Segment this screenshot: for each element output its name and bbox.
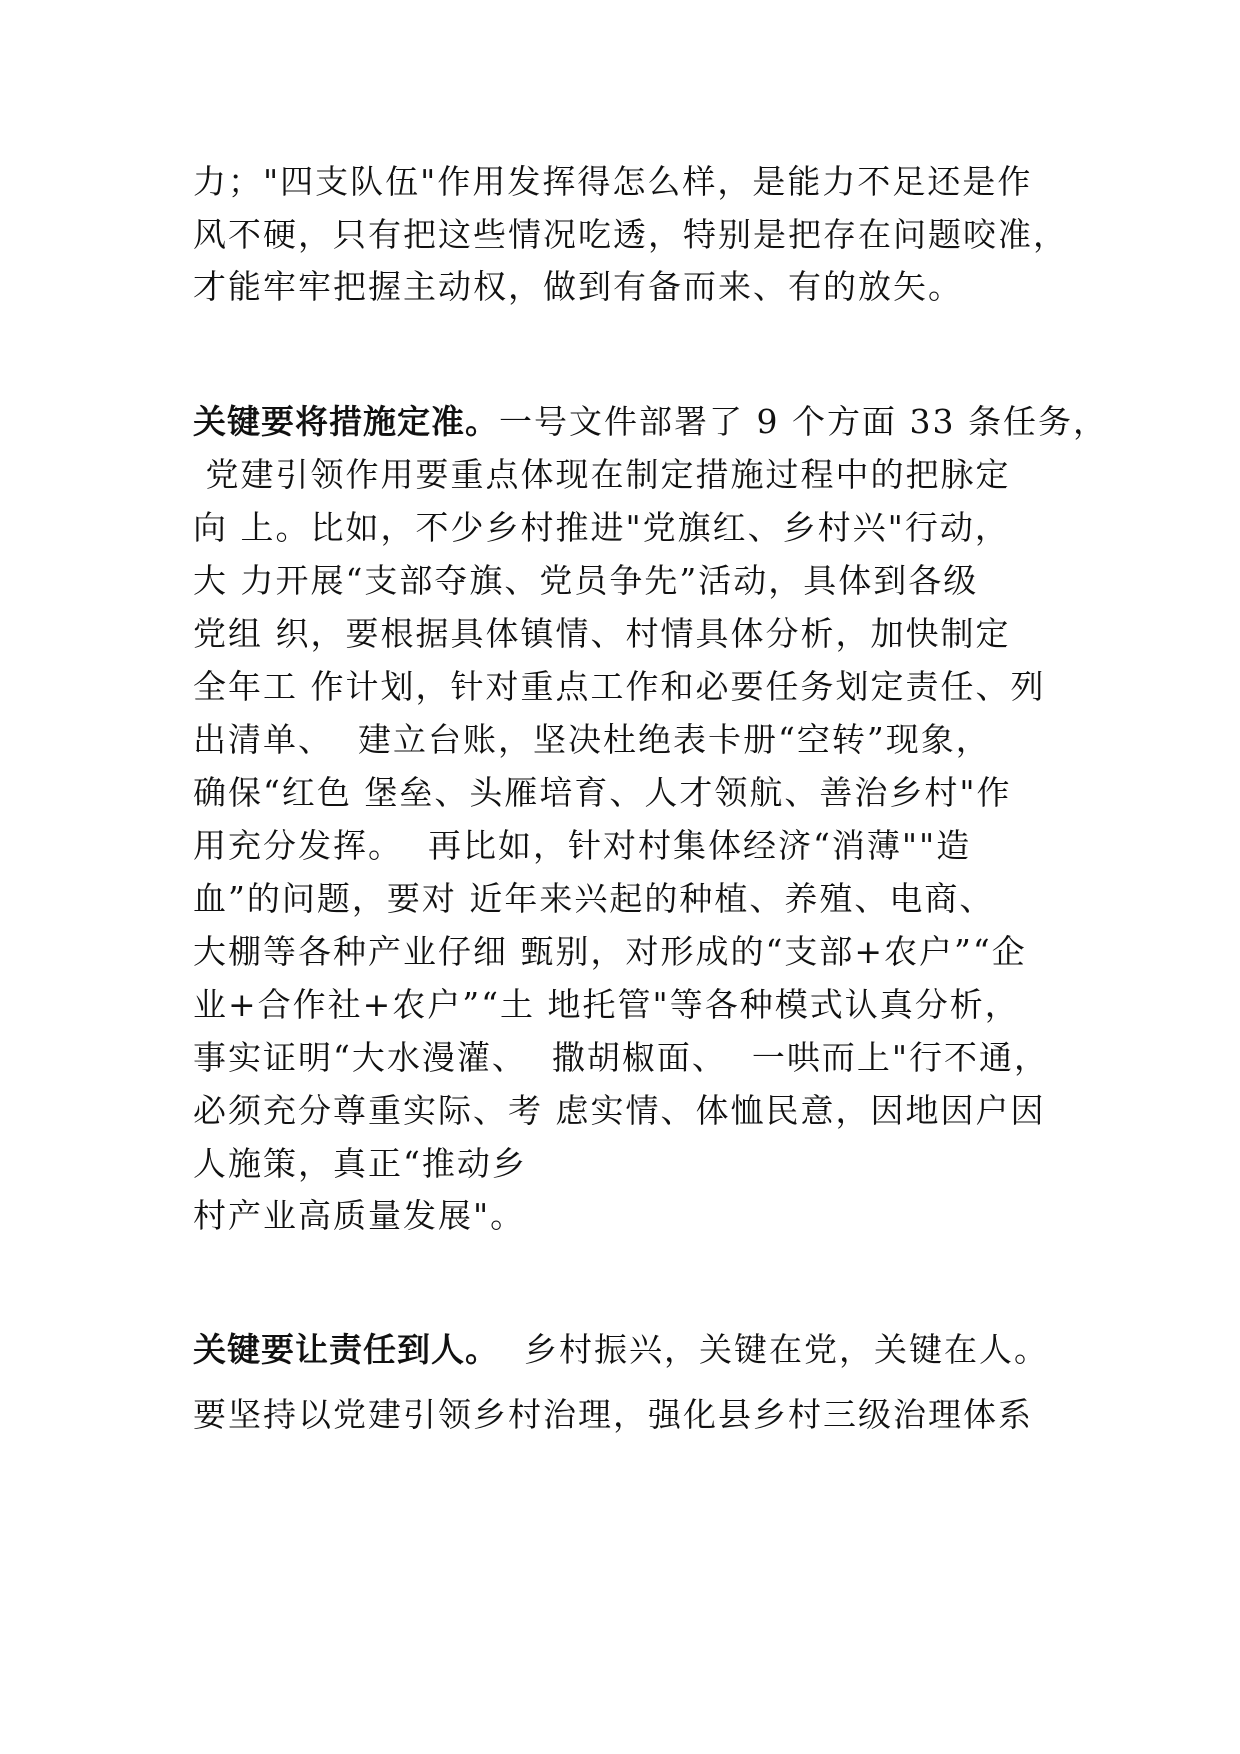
paragraph-2-line-1 bbox=[193, 402, 1108, 442]
paragraph-1-line-2: 风不硬，只有把这些情况吃透，特别是把存在问题咬准， bbox=[193, 215, 1068, 254]
paragraph-2-line-10: 血”的问题，要对 近年来兴起的种植、养殖、电商、 bbox=[193, 879, 995, 918]
paragraph-2-line-16: 村产业高质量发展"。 bbox=[193, 1196, 526, 1235]
paragraph-3-first-line-text: 乡村振兴，关键在党，关键在人。 bbox=[499, 1330, 1049, 1369]
paragraph-2-line-9: 用充分发挥。 再比如，针对村集体经济“消薄""造 bbox=[193, 826, 972, 865]
paragraph-3-heading: 关键要让责任到人。 bbox=[193, 1330, 499, 1369]
paragraph-2-line-14: 必须充分尊重实际、考 虑实情、体恤民意，因地因户因 bbox=[193, 1091, 1046, 1130]
paragraph-2-line-11: 大棚等各种产业仔细 甄别，对形成的“支部+农户”“企 bbox=[193, 932, 1027, 971]
paragraph-2-first-line-text: 一号文件部署了 9 个方面 33 条任务， bbox=[499, 402, 1108, 441]
paragraph-2-heading: 关键要将措施定准。 bbox=[193, 402, 499, 441]
paragraph-2-line-2: 党建引领作用要重点体现在制定措施过程中的把脉定 bbox=[193, 455, 1011, 494]
paragraph-2-line-13: 事实证明“大水漫灌、 撒胡椒面、 一哄而上"行不通， bbox=[193, 1038, 1050, 1077]
paragraph-2-line-12: 业+合作社+农户”“土 地托管"等各种模式认真分析， bbox=[193, 985, 1020, 1024]
paragraph-2-line-7: 出清单、 建立台账，坚决杜绝表卡册“空转”现象， bbox=[193, 720, 991, 759]
paragraph-3-line-1 bbox=[193, 1330, 1093, 1370]
paragraph-2-line-3: 向 上。比如，不少乡村推进"党旗红、乡村兴"行动， bbox=[193, 508, 1010, 547]
paragraph-2-line-15: 人施策，真正“推动乡 bbox=[193, 1144, 527, 1183]
paragraph-2-line-5: 党组 织，要根据具体镇情、村情具体分析，加快制定 bbox=[193, 614, 1011, 653]
paragraph-2-line-4: 大 力开展“支部夺旗、党员争先”活动，具体到各级 bbox=[193, 561, 979, 600]
paragraph-3-line-2: 要坚持以党建引领乡村治理，强化县乡村三级治理体系 bbox=[193, 1395, 1033, 1434]
paragraph-1-line-3: 才能牢牢把握主动权，做到有备而来、有的放矢。 bbox=[193, 267, 963, 306]
paragraph-1-line-1: 力；"四支队伍"作用发挥得怎么样，是能力不足还是作 bbox=[193, 162, 1033, 201]
paragraph-2-line-6: 全年工 作计划，针对重点工作和必要任务划定责任、列 bbox=[193, 667, 1046, 706]
paragraph-2-line-8: 确保“红色 堡垒、头雁培育、人才领航、善治乡村"作 bbox=[193, 773, 1012, 812]
